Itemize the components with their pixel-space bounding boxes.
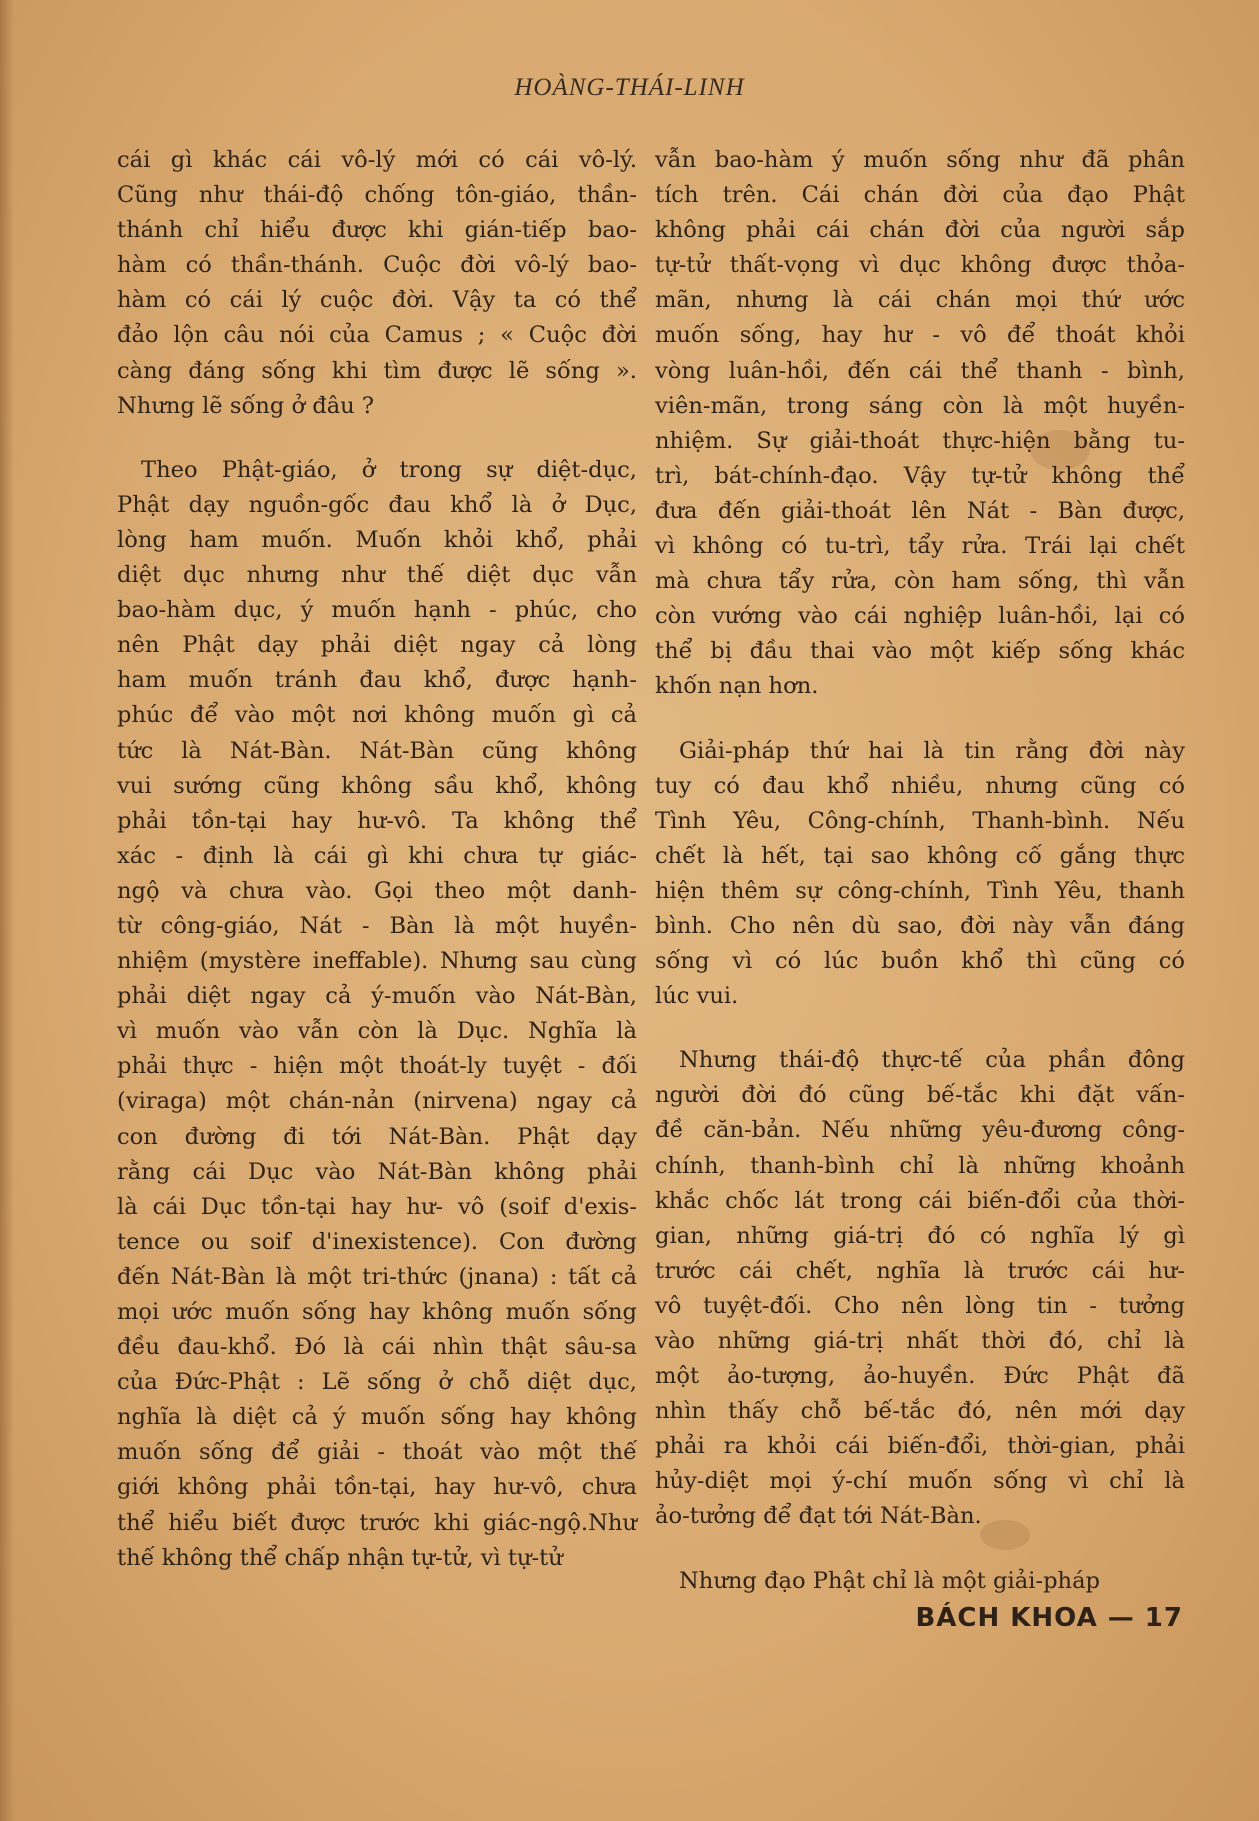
text-line: (viraga) một chán-nản (nirvena) ngay cả [117,1088,637,1115]
text-line: một ảo-tượng, ảo-huyền. Đức Phật đã [655,1363,1185,1390]
text-line: vì muốn vào vẫn còn là Dục. Nghĩa là [117,1018,637,1045]
text-line: muốn sống để giải - thoát vào một thế [117,1439,637,1466]
text-line: Phật dạy nguồn-gốc đau khổ là ở Dục, [117,491,637,518]
text-line: đều đau-khổ. Đó là cái nhìn thật sâu-sa [117,1334,637,1361]
text-line: phải tồn-tại hay hư-vô. Ta không thể [117,807,637,834]
text-line: là cái Dục tồn-tại hay hư- vô (soif d'exis- [117,1193,637,1220]
text-line: xác - định là cái gì khi chưa tự giác- [117,842,637,869]
text-line: phải ra khỏi cái biến-đổi, thời-gian, phải [655,1433,1185,1460]
text-line: chết là hết, tại sao không cố gắng thực [655,842,1185,869]
paragraph-gap [655,705,1185,734]
text-line: vui sướng cũng không sầu khổ, không [117,772,637,799]
text-line: đến Nát-Bàn là một tri-thức (jnana) : tất cả [117,1263,637,1290]
text-line: bao-hàm dục, ý muốn hạnh - phúc, cho [117,597,637,624]
text-line: mãn, nhưng là cái chán mọi thứ ước [655,287,1185,314]
left-column [117,143,637,1576]
text-line: đề căn-bản. Nếu những yêu-đương công- [655,1117,1185,1144]
text-line: phúc để vào một nơi không muốn gì cả [117,702,637,729]
text-line: Nhưng lẽ sống ở đâu ? [117,392,375,419]
text-line: khốn nạn hơn. [655,673,819,700]
text-line: hủy-diệt mọi ý-chí muốn sống vì chỉ là [655,1468,1185,1495]
text-line: phải thực - hiện một thoát-ly tuyệt - đối [117,1053,637,1080]
text-line: người đời đó cũng bế-tắc khi đặt vấn- [655,1082,1185,1109]
text-line: Nhưng thái-độ thực-tế của phần đông [679,1047,1185,1074]
text-line: còn vướng vào cái nghiệp luân-hồi, lại có [655,603,1185,630]
paragraph [117,143,637,424]
text-line: vô tuyệt-đối. Cho nên lòng tin - tưởng [655,1292,1185,1319]
text-line: con đường đi tới Nát-Bàn. Phật dạy [117,1123,637,1150]
text-line: của Đức-Phật : Lẽ sống ở chỗ diệt dục, [117,1369,637,1396]
text-line: lúc vui. [655,983,739,1010]
text-line: nghĩa là diệt cả ý muốn sống hay không [117,1404,637,1431]
page-footer: BÁCH KHOA — 17 [915,1603,1183,1633]
text-line: Cũng như thái-độ chống tôn-giáo, thần- [117,182,637,209]
text-line: càng đáng sống khi tìm được lẽ sống ». [117,357,637,384]
text-line: rằng cái Dục vào Nát-Bàn không phải [117,1158,637,1185]
text-line: tự-tử thất-vọng vì dục không được thỏa- [655,252,1185,279]
text-line: không phải cái chán đời của người sắp [655,217,1185,244]
text-line: ngộ và chưa vào. Gọi theo một danh- [117,877,637,904]
text-line: chính, thanh-bình chỉ là những khoảnh [655,1152,1185,1179]
right-column [655,143,1185,1599]
text-line: Tình Yêu, Công-chính, Thanh-bình. Nếu [655,807,1185,834]
running-head: HOÀNG-THÁI-LINH [514,74,745,101]
text-line: trước cái chết, nghĩa là trước cái hư- [655,1257,1185,1284]
text-line: cái gì khác cái vô-lý mới có cái vô-lý. [117,147,637,173]
text-line: nhiệm (mystère ineffable). Nhưng sau cùng [117,948,637,975]
text-line: phải diệt ngay cả ý-muốn vào Nát-Bàn, [117,983,637,1010]
text-line: đưa đến giải-thoát lên Nát - Bàn được, [655,497,1185,524]
paragraph [655,1564,1185,1599]
paragraph-gap [117,424,637,453]
text-line: vì không có tu-trì, tẩy rửa. Trái lại chết [655,533,1185,560]
text-line: tích trên. Cái chán đời của đạo Phật [655,182,1185,209]
text-line: trì, bát-chính-đạo. Vậy tự-tử không thể [655,462,1185,489]
text-line: từ công-giáo, Nát - Bàn là một huyền- [117,912,637,939]
text-line: đảo lộn câu nói của Camus ; « Cuộc đời [117,322,637,349]
text-line: muốn sống, hay hư - vô để thoát khỏi [655,322,1185,349]
text-line: viên-mãn, trong sáng còn là một huyền- [655,392,1185,419]
text-line: nhiệm. Sự giải-thoát thực-hiện bằng tu- [655,427,1185,454]
text-line: bình. Cho nên dù sao, đời này vẫn đáng [655,912,1185,939]
text-line: nhìn thấy chỗ bế-tắc đó, nên mới dạy [655,1398,1185,1425]
text-line: mà chưa tẩy rửa, còn ham sống, thì vẫn [655,568,1185,595]
text-line: lòng ham muốn. Muốn khỏi khổ, phải [117,526,637,553]
text-line: thể hiểu biết được trước khi giác-ngộ.Như [117,1509,637,1536]
text-line: ảo-tưởng để đạt tới Nát-Bàn. [655,1503,982,1530]
text-line: thánh chỉ hiểu được khi gián-tiếp bao- [117,217,637,244]
text-line: mọi ước muốn sống hay không muốn sống [117,1299,637,1325]
text-line: Nhưng đạo Phật chỉ là một giải-pháp [679,1567,1101,1594]
text-line: tuy có đau khổ nhiều, nhưng cũng có [655,772,1185,799]
text-line: giới không phải tồn-tại, hay hư-vô, chưa [117,1474,637,1501]
text-line: hiện thêm sự công-chính, Tình Yêu, thanh [655,877,1185,904]
text-line: thế không thể chấp nhận tự-tử, vì tự-tử [117,1544,563,1571]
text-line: hàm có cái lý cuộc đời. Vậy ta có thể [117,287,637,314]
text-line: vòng luân-hồi, đến cái thể thanh - bình, [655,357,1185,384]
text-line: gian, những giá-trị đó có nghĩa lý gì [655,1222,1185,1249]
text-line: tence ou soif d'inexistence). Con đường [117,1228,637,1255]
text-line: vào những giá-trị nhất thời đó, chỉ là [655,1328,1185,1354]
paragraph-gap [655,1535,1185,1564]
text-line: hàm có thần-thánh. Cuộc đời vô-lý bao- [117,252,637,279]
text-line: khắc chốc lát trong cái biến-đổi của thời- [655,1187,1185,1214]
paragraph [655,734,1185,1015]
text-line: vẫn bao-hàm ý muốn sống như đã phân [655,147,1185,173]
text-line: tức là Nát-Bàn. Nát-Bàn cũng không [117,737,637,764]
text-line: Giải-pháp thứ hai là tin rằng đời này [679,737,1185,764]
text-line: sống vì có lúc buồn khổ thì cũng có [655,948,1185,975]
paragraph [655,1043,1185,1534]
paragraph-gap [655,1014,1185,1043]
text-line: thể bị đầu thai vào một kiếp sống khác [655,638,1185,665]
text-line: Theo Phật-giáo, ở trong sự diệt-dục, [141,456,637,483]
paragraph [117,453,637,1576]
text-line: diệt dục nhưng như thế diệt dục vẫn [117,562,637,589]
text-line: nên Phật dạy phải diệt ngay cả lòng [117,632,637,659]
paragraph [655,143,1185,705]
text-line: ham muốn tránh đau khổ, được hạnh- [117,667,637,694]
